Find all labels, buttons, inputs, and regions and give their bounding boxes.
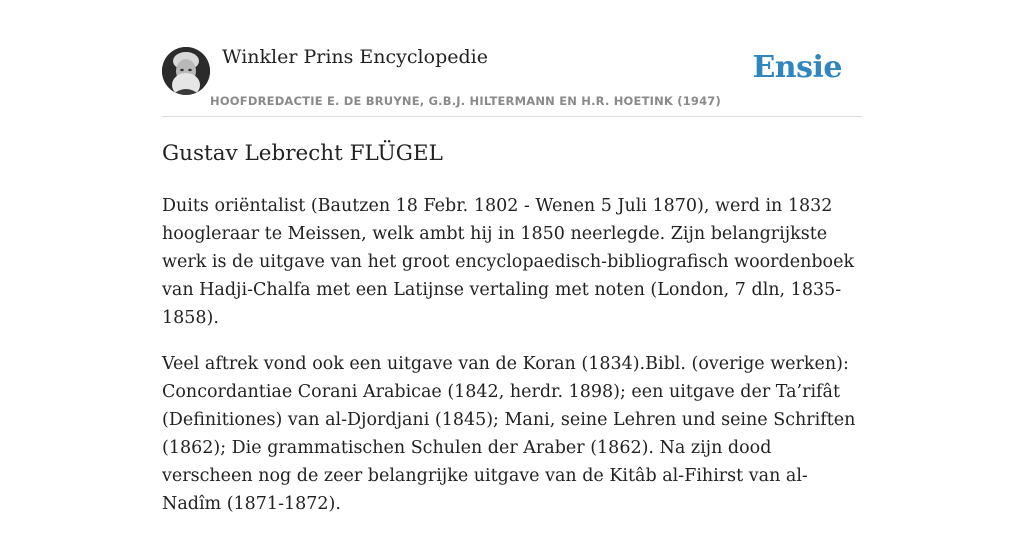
header [162,0,862,117]
brand-logo[interactable]: Ensie [752,50,842,85]
article-body [162,192,862,536]
page [162,0,862,512]
article-title: Gustav Lebrecht FLÜGEL [162,141,443,166]
article-paragraph: Duits oriëntalist (Bautzen 18 Febr. 1802 - Wenen 5 Juli 1870), werd in 1832 hoogleraar te Meissen, welk ambt hij in 1850 neerlegde. Zijn belangrijkste werk is de uitgave van het groot encyclopaedisch-bibliografisch woordenboek van Hadji-Chalfa met een Latijnse vertaling met noten (London, 7 dln, 1835-1858). [162,196,855,328]
editors-line: HOOFDREDACTIE E. DE BRUYNE, G.B.J. HILTERMANN EN H.R. HOETINK (1947) [210,94,721,108]
portrait-avatar-icon[interactable] [162,47,210,95]
source-title[interactable]: Winkler Prins Encyclopedie [222,46,488,68]
article-paragraph: Veel aftrek vond ook een uitgave van de Koran (1834).Bibl. (overige werken): Concordantiae Corani Arabicae (1842, herdr. 1898); een uitgave der Ta’rifât (Definitiones) van al-Djordjani (1845); Mani, seine Lehren und seine Schriften (1862); Die grammatischen Schulen der Araber (1862). Na zijn dood verscheen nog de zeer belangrijke uitgave van de Kitâb al-Fihirst van al-Nadîm (1871-1872). [162,354,856,514]
